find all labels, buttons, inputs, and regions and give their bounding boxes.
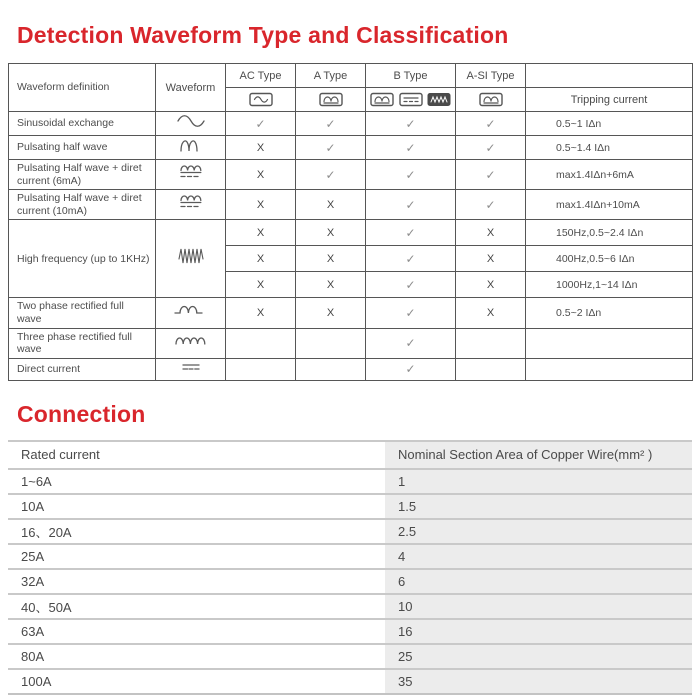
wire-area-cell: 25: [385, 644, 692, 669]
tripping-cell: 0.5~1 IΔn: [526, 112, 693, 136]
rated-current-cell: 10A: [8, 494, 385, 519]
sine-wave-box-icon: [249, 92, 273, 107]
waveform-cell: [156, 160, 226, 190]
mark-cell: X: [226, 190, 296, 220]
wire-area-cell: 1: [385, 469, 692, 494]
mark-cell: [296, 358, 366, 380]
mark-cell: [226, 358, 296, 380]
mark-cell: ✓: [296, 160, 366, 190]
header-tripping-current: Tripping current: [526, 88, 693, 112]
mark-cell: ✓: [366, 328, 456, 358]
mark-cell: ✓: [366, 272, 456, 298]
mark-cell: X: [456, 272, 526, 298]
mark-cell: ✓: [366, 190, 456, 220]
connection-table: [8, 440, 692, 695]
mark-cell: ✓: [456, 160, 526, 190]
mark-cell: X: [226, 246, 296, 272]
waveform-cell: [156, 358, 226, 380]
tripping-cell: max1.4IΔn+6mA: [526, 160, 693, 190]
mark-cell: ✓: [296, 136, 366, 160]
mark-cell: ✓: [366, 358, 456, 380]
pulsating-half-wave-dc-icon: [169, 192, 213, 212]
mark-cell: ✓: [226, 112, 296, 136]
wire-area-cell: 6: [385, 569, 692, 594]
header-tripping-spacer: [526, 64, 693, 88]
waveform-cell: [156, 328, 226, 358]
three-phase-rectified-icon: [169, 333, 213, 349]
mark-cell: X: [296, 220, 366, 246]
rated-current-cell: 100A: [8, 669, 385, 694]
rated-current-cell: 25A: [8, 544, 385, 569]
header-a-type: A Type: [296, 64, 366, 88]
mark-cell: ✓: [366, 220, 456, 246]
wire-area-cell: 4: [385, 544, 692, 569]
mark-cell: X: [296, 298, 366, 328]
filled-high-frequency-box-icon: [427, 92, 451, 107]
definition-cell: Pulsating Half wave + diret current (10mA): [9, 190, 156, 220]
header-rated-current: Rated current: [8, 441, 385, 469]
waveform-cell: [156, 112, 226, 136]
mark-cell: ✓: [366, 298, 456, 328]
mark-cell: X: [296, 246, 366, 272]
tripping-cell: 400Hz,0.5~6 IΔn: [526, 246, 693, 272]
mark-cell: ✓: [456, 136, 526, 160]
mark-cell: X: [456, 298, 526, 328]
mark-cell: ✓: [366, 246, 456, 272]
waveform-cell: [156, 220, 226, 298]
mark-cell: ✓: [456, 112, 526, 136]
definition-cell: Sinusoidal exchange: [9, 112, 156, 136]
mark-cell: X: [226, 220, 296, 246]
wire-area-cell: 10: [385, 594, 692, 619]
a-si-type-symbol-cell: [456, 88, 526, 112]
definition-cell: High frequency (up to 1KHz): [9, 220, 156, 298]
header-wire-area: Nominal Section Area of Copper Wire(mm² ): [385, 441, 692, 469]
tripping-cell: 1000Hz,1~14 IΔn: [526, 272, 693, 298]
mark-cell: X: [296, 272, 366, 298]
mark-cell: X: [456, 220, 526, 246]
wire-area-cell: 1.5: [385, 494, 692, 519]
mark-cell: [456, 358, 526, 380]
rated-current-cell: 63A: [8, 619, 385, 644]
wire-area-cell: 35: [385, 669, 692, 694]
definition-cell: Two phase rectified full wave: [9, 298, 156, 328]
direct-current-icon: [169, 360, 213, 374]
ac-type-symbol-cell: [226, 88, 296, 112]
mark-cell: X: [226, 160, 296, 190]
tripping-cell: 150Hz,0.5~2.4 IΔn: [526, 220, 693, 246]
tripping-cell: [526, 358, 693, 380]
sine-wave-icon: [169, 112, 213, 130]
rated-current-cell: 16、20A: [8, 519, 385, 544]
definition-cell: Pulsating half wave: [9, 136, 156, 160]
tripping-cell: max1.4IΔn+10mA: [526, 190, 693, 220]
mark-cell: ✓: [366, 136, 456, 160]
mark-cell: X: [226, 298, 296, 328]
mark-cell: ✓: [296, 112, 366, 136]
pulsating-wave-box-icon: [370, 92, 394, 107]
tripping-cell: 0.5~2 IΔn: [526, 298, 693, 328]
definition-cell: Three phase rectified full wave: [9, 328, 156, 358]
a-type-symbol-cell: [296, 88, 366, 112]
header-a-si-type: A-SI Type: [456, 64, 526, 88]
tripping-cell: [526, 328, 693, 358]
waveform-cell: [156, 136, 226, 160]
mark-cell: [296, 328, 366, 358]
section-title-detection: Detection Waveform Type and Classification: [17, 22, 509, 48]
rated-current-cell: 32A: [8, 569, 385, 594]
mark-cell: X: [226, 136, 296, 160]
mark-cell: [226, 328, 296, 358]
header-ac-type: AC Type: [226, 64, 296, 88]
mark-cell: X: [456, 246, 526, 272]
rated-current-cell: 80A: [8, 644, 385, 669]
dc-lines-box-icon: [399, 92, 423, 107]
mark-cell: ✓: [366, 112, 456, 136]
header-b-type: B Type: [366, 64, 456, 88]
mark-cell: ✓: [366, 160, 456, 190]
mark-cell: ✓: [456, 190, 526, 220]
wire-area-cell: 16: [385, 619, 692, 644]
tripping-cell: 0.5~1.4 IΔn: [526, 136, 693, 160]
wire-area-cell: 2.5: [385, 519, 692, 544]
pulsating-wave-box-icon: [479, 92, 503, 107]
high-frequency-wave-icon: [169, 245, 213, 267]
waveform-cell: [156, 298, 226, 328]
b-type-symbol-cell: [366, 88, 456, 112]
waveform-cell: [156, 190, 226, 220]
mark-cell: X: [296, 190, 366, 220]
rated-current-cell: 1~6A: [8, 469, 385, 494]
header-waveform-definition: Waveform definition: [9, 64, 156, 112]
header-waveform: Waveform: [156, 64, 226, 112]
definition-cell: Pulsating Half wave + diret current (6mA): [9, 160, 156, 190]
definition-cell: Direct current: [9, 358, 156, 380]
section-title-connection: Connection: [17, 400, 146, 427]
pulsating-half-wave-dc-icon: [169, 162, 213, 182]
mark-cell: X: [226, 272, 296, 298]
pulsating-wave-box-icon: [319, 92, 343, 107]
pulsating-half-wave-icon: [169, 136, 213, 154]
two-phase-rectified-icon: [169, 302, 213, 318]
rated-current-cell: 40、50A: [8, 594, 385, 619]
mark-cell: [456, 328, 526, 358]
waveform-classification-table: [8, 63, 693, 381]
